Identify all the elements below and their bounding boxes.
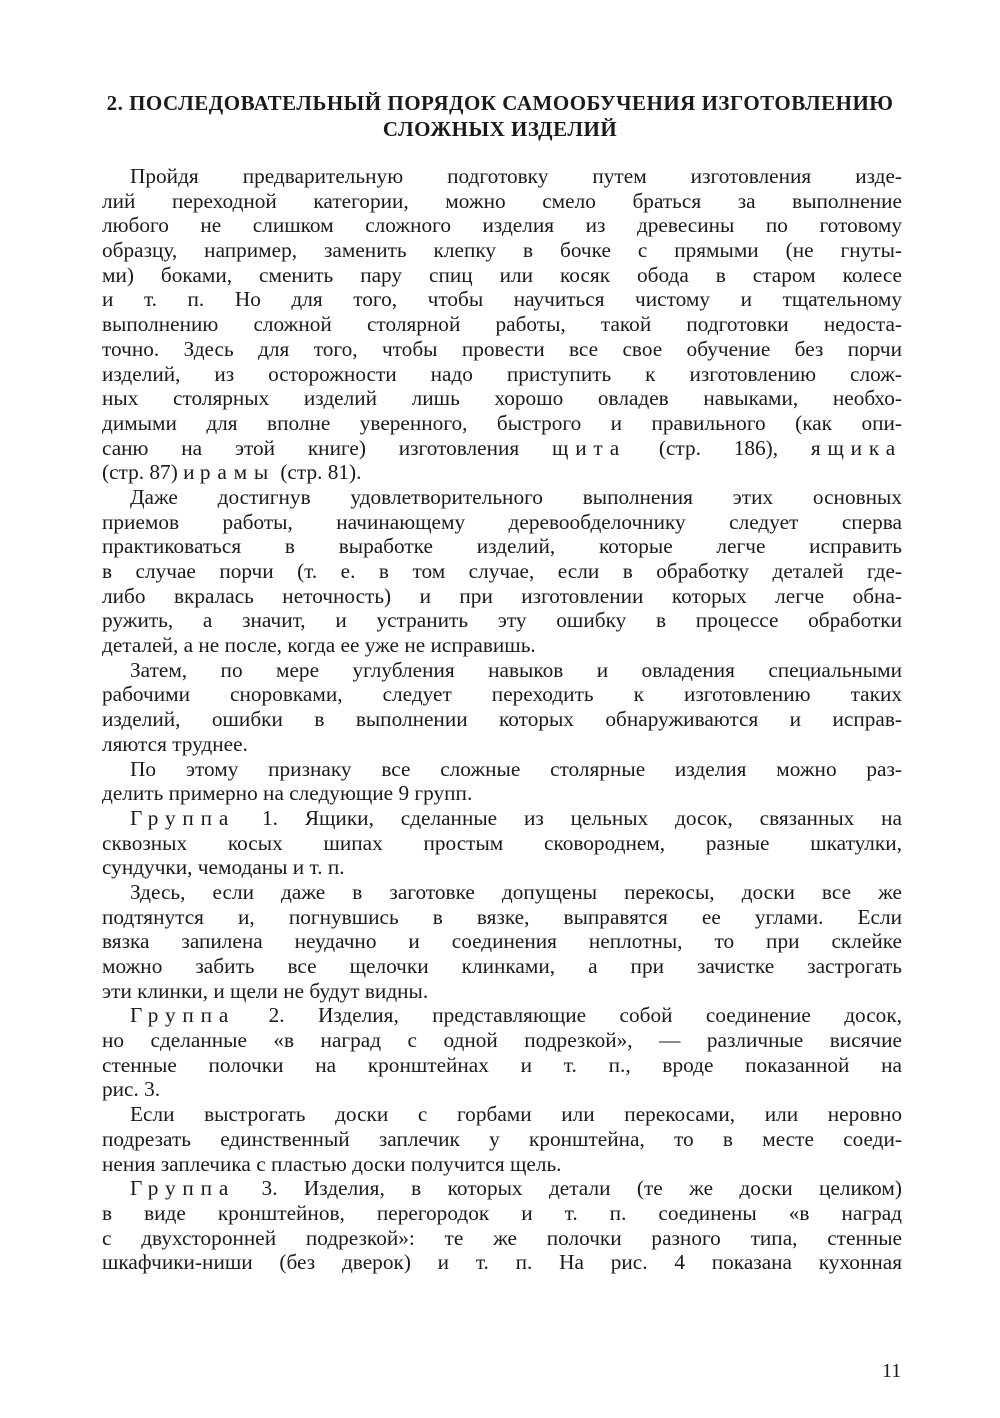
text-line: Даже достигнув удовлетворительного выполнения этих основных xyxy=(130,484,902,509)
text-line: выполнению сложной столярной работы, такой подготовки недоста- xyxy=(102,312,902,337)
text-line xyxy=(102,1176,902,1201)
text-line: в виде кронштейнов, перегородок и т. п. соединены «в наград xyxy=(102,1200,902,1225)
heading-line-1: 2. ПОСЛЕДОВАТЕЛЬНЫЙ ПОРЯДОК САМООБУЧЕНИЯ ИЗГОТОВЛЕНИЮ xyxy=(106,91,894,115)
text-line: Пройдя предварительную подготовку путем изготовления изде- xyxy=(130,164,902,188)
text-fragment: (стр. 81). xyxy=(280,460,362,485)
text-line: точно. Здесь для того, чтобы провести все свое обучение без порчи xyxy=(102,336,902,361)
text-line: лий переходной категории, можно смело браться за выполнение xyxy=(102,188,902,213)
text-line: изделий, ошибки в выполнении которых обнаруживаются и исправ- xyxy=(102,707,902,732)
paragraph xyxy=(102,164,902,485)
text-line: сквозных косых шипах простым сковороднем, разные шкатулки, xyxy=(102,830,902,855)
text-line: в случае порчи (т. е. в том случае, если в обработку деталей где- xyxy=(102,559,902,583)
text-line xyxy=(102,1003,902,1028)
group-label: Группа xyxy=(130,1003,236,1028)
spaced-term-frame: рамы xyxy=(199,460,276,485)
text-line: но сделанные «в наград с одной подрезкой», — различные висячие xyxy=(102,1028,902,1053)
text-line: ляются труднее. xyxy=(102,731,248,756)
section-heading xyxy=(80,90,920,142)
text-line: деталей, а не после, когда ее уже не исправишь. xyxy=(102,633,536,658)
page-number: 11 xyxy=(882,1360,902,1382)
text-line xyxy=(102,460,902,485)
heading-line-2: СЛОЖНЫХ ИЗДЕЛИЙ xyxy=(382,117,618,141)
text-line: практиковаться в выработке изделий, которые легче исправить xyxy=(102,534,902,559)
paragraph-group-3 xyxy=(102,1176,902,1275)
text-fragment: 2. Изделия, представляющие собой соединение досок, xyxy=(268,1003,902,1028)
text-line: либо вкралась неточность) и при изготовлении которых легче обна- xyxy=(102,583,902,608)
text-fragment: 1. Ящики, сделанные из цельных досок, связанных на xyxy=(262,805,902,830)
text-fragment: (стр. 87) и xyxy=(102,460,195,485)
text-line: По этому признаку все сложные столярные изделия можно раз- xyxy=(130,756,902,781)
text-line: Здесь, если даже в заготовке допущены перекосы, доски все же xyxy=(130,879,902,904)
group-label: Группа xyxy=(130,1176,236,1201)
paragraph-group-2 xyxy=(102,1003,902,1102)
text-line: ми) боками, сменить пару спиц или косяк обода в старом колесе xyxy=(102,262,902,287)
text-line: сундучки, чемоданы и т. п. xyxy=(102,855,345,880)
paragraph-group-1 xyxy=(102,806,902,880)
text-line: стенные полочки на кронштейнах и т. п., вроде показанной на xyxy=(102,1052,902,1077)
paragraph xyxy=(102,880,902,1003)
text-line xyxy=(102,436,902,461)
text-line: подрезать единственный заплечик у кронштейна, то в месте соеди- xyxy=(102,1126,902,1151)
group-label: Группа xyxy=(130,805,236,830)
text-line: Затем, по мере углубления навыков и овладения специальными xyxy=(130,657,902,682)
text-line xyxy=(102,806,902,831)
text-line: ружить, а значит, и устранить эту ошибку в процессе обработки xyxy=(102,608,902,633)
text-line: шкафчики-ниши (без дверок) и т. п. На рис. 4 показана кухонная xyxy=(102,1250,902,1275)
text-fragment: саню на этой книге) изготовления xyxy=(102,435,520,460)
spaced-term-shield: щита xyxy=(552,435,627,460)
paragraph xyxy=(102,1102,902,1176)
text-line: Если выстрогать доски с горбами или перекосами, или неровно xyxy=(130,1102,902,1127)
body-text xyxy=(102,164,902,1275)
text-line: нения заплечика с пластью доски получится щель. xyxy=(102,1151,562,1176)
paragraph xyxy=(102,757,902,806)
spaced-term-box: ящика xyxy=(810,435,902,460)
paragraph xyxy=(102,485,902,658)
text-line: эти клинки, и щели не будут видны. xyxy=(102,978,429,1003)
text-line: рис. 3. xyxy=(102,1077,161,1102)
text-line: изделий, из осторожности надо приступить к изготовлению слож- xyxy=(102,361,902,386)
text-line: приемов работы, начинающему деревообделочнику следует сперва xyxy=(102,509,902,534)
text-line: вязка запилена неудачно и соединения неплотны, то при склейке xyxy=(102,929,902,954)
text-line: димыми для вполне уверенного, быстрого и правильного (как опи- xyxy=(102,410,902,435)
text-line: и т. п. Но для того, чтобы научиться чистому и тщательному xyxy=(102,287,902,312)
text-line: рабочими сноровками, следует переходить к изготовлению таких xyxy=(102,682,902,707)
text-line: можно забить все щелочки клинками, а при зачистке застрогать xyxy=(102,954,902,978)
text-line: любого не слишком сложного изделия из древесины по готовому xyxy=(102,213,902,238)
text-fragment: 3. Изделия, в которых детали (те же доски целиком) xyxy=(261,1176,902,1201)
paragraph xyxy=(102,658,902,757)
text-fragment: (стр. 186), xyxy=(658,435,779,460)
text-line: с двухсторонней подрезкой»: те же полочки разного типа, стенные xyxy=(102,1225,902,1250)
text-line: ных столярных изделий лишь хорошо овладев навыками, необхо- xyxy=(102,386,902,411)
text-line: подтянутся и, погнувшись в вязке, выправятся ее углами. Если xyxy=(102,904,902,929)
text-line: образцу, например, заменить клепку в бочке с прямыми (не гнуты- xyxy=(102,238,902,263)
text-line: делить примерно на следующие 9 групп. xyxy=(102,781,473,806)
